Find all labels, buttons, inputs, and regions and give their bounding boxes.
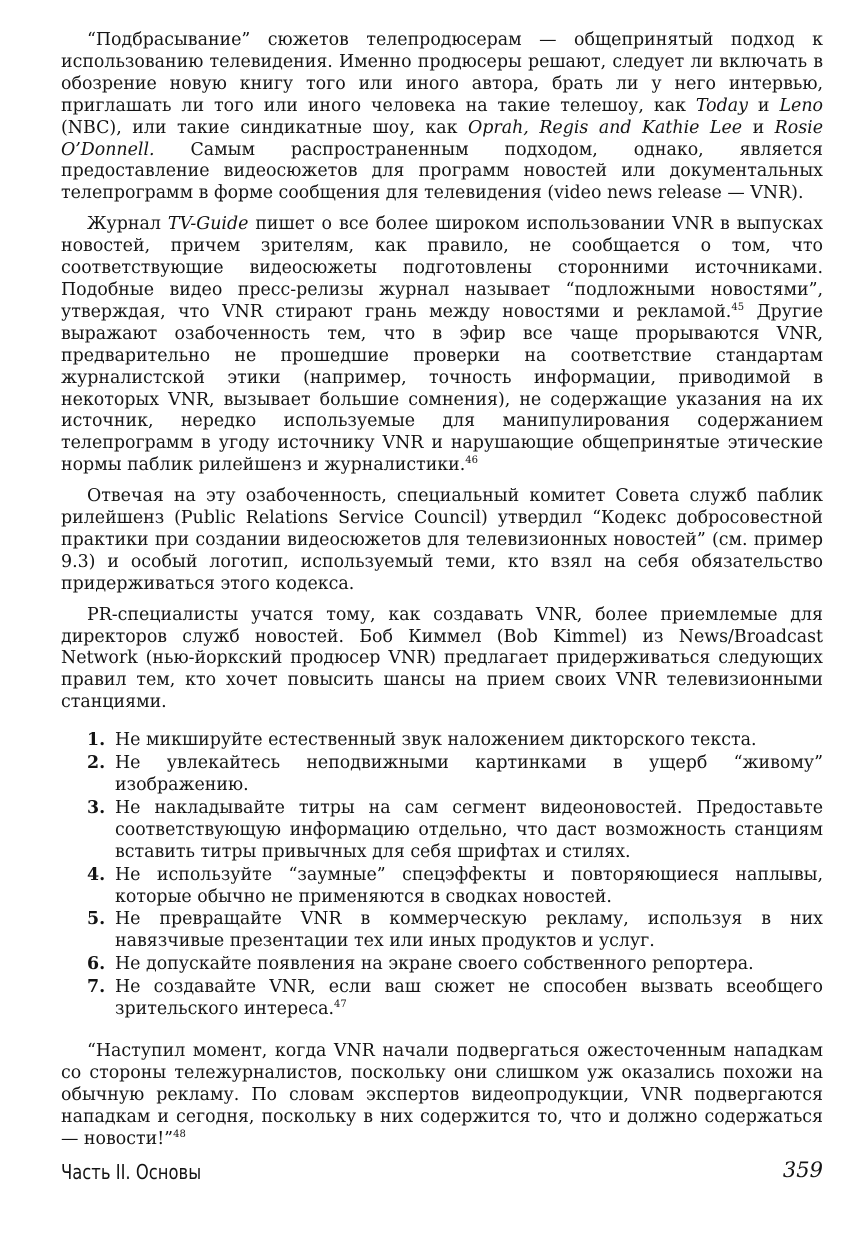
text-run: Самым распространенным подходом, однако, является предоставление видеосюжетов для программ новостей или документальных телепрограмм в форме сообщения для телевидения (video news release — VNR). xyxy=(61,139,823,204)
footnote-ref: 46 xyxy=(465,455,479,467)
list-number: 5. xyxy=(87,909,106,930)
list-text: Не микшируйте естественный звук наложением дикторского текста. xyxy=(115,730,757,751)
paragraph-2 xyxy=(61,214,823,477)
text-run: и xyxy=(742,117,775,138)
paragraph-3: Отвечая на эту озабоченность, специальный комитет Совета служб паблик рилейшенз (Public Relations Service Council) утвердил “Кодекс добросовестной практики при создании видеосюжетов для телевизионных новостей” (см. пример 9.3) и особый логотип, используемый теми, кто взял на себя обязательство придерживаться этого кодекса. xyxy=(61,486,823,594)
page-body xyxy=(61,30,823,1151)
list-number: 1. xyxy=(87,730,106,751)
list-text: Не превращайте VNR в коммерческую рекламу, используя в них навязчивые презентации тех или иных продуктов и услуг. xyxy=(115,909,823,952)
list-number: 7. xyxy=(87,977,106,998)
section-title: Часть II. Основы xyxy=(61,1160,202,1184)
italic-run: Today xyxy=(695,95,748,116)
list-item xyxy=(61,798,823,864)
text-run: (NBC), или такие синдикатные шоу, как xyxy=(61,117,469,138)
paragraph-1 xyxy=(61,30,823,205)
list-text: Не увлекайтесь неподвижными картинками в ущерб “живому” изображению. xyxy=(115,753,823,795)
list-number: 6. xyxy=(87,954,106,975)
list-number: 2. xyxy=(87,753,106,774)
list-number: 4. xyxy=(87,864,106,885)
list-text: Не создавайте VNR, если ваш сюжет не способен вызвать всеобщего зрительского интереса. xyxy=(115,977,823,1020)
rules-list xyxy=(61,730,823,1021)
text-run: пишет о все более широком использовании VNR в выпусках новостей, причем зрителям, как правило, не сообщается о том, что соответствующие видеосюжеты подготовлены сторонними источниками. Подобные видео пресс-релизы журнал называет “подложными новостями”, утверждая, что VNR стирают грань между новостями и рекламой. xyxy=(61,214,823,322)
list-item xyxy=(61,753,823,797)
list-item xyxy=(61,977,823,1021)
list-text: Не накладывайте титры на сам сегмент видеоновостей. Предоставьте соответствующую информацию отдельно, что даст возможность станциям вставить титры привычных для себя шрифтах и стилях. xyxy=(115,797,823,862)
footnote-ref: 47 xyxy=(333,999,347,1011)
text-run: “Подбрасывание” сюжетов телепродюсерам — общепринятый подход к использованию телевидения. Именно продюсеры решают, следует ли включать в обозрение новую книгу того или иного автора, брать ли у него интервью, приглашать ли того или иного человека на такие телешоу, как xyxy=(61,30,823,116)
italic-run: Leno xyxy=(779,95,823,116)
paragraph-4: PR-специалисты учатся тому, как создавать VNR, более приемлемые для директоров служб новостей. Боб Киммел (Bob Kimmel) из News/Broadcast Network (нью-йоркский продюсер VNR) предлагает придерживаться следующих правил тем, кто хочет повысить шансы на прием своих VNR телевизионными станциями. xyxy=(61,604,823,713)
list-item xyxy=(61,730,823,752)
italic-run: Rosie O’Donnell. xyxy=(61,117,823,160)
text-run: Журнал xyxy=(87,214,168,235)
list-number: 3. xyxy=(87,797,106,818)
list-item xyxy=(61,865,823,909)
quote-text: “Наступил момент, когда VNR начали подвергаться ожесточенным нападкам со стороны тележурналистов, поскольку они слишком уж оказались похожи на обычную рекламу. По словам экспертов видеопродукции, VNR подвергаются нападкам и сегодня, поскольку в них содержится то, что и должно содержаться — новости!” xyxy=(61,1040,823,1149)
list-text: Не допускайте появления на экране своего собственного репортера. xyxy=(115,954,754,975)
text-run: и xyxy=(747,95,780,116)
list-text: Не используйте “заумные” спецэффекты и повторяющиеся наплывы, которые обычно не применяются в сводках новостей. xyxy=(115,864,823,907)
italic-run: TV-Guide xyxy=(167,214,249,235)
italic-run: Oprah, Regis and Kathie Lee xyxy=(468,117,743,138)
footnote-ref: 45 xyxy=(731,301,745,313)
page-footer xyxy=(61,1160,823,1190)
text-run: Другие выражают озабоченность тем, что в эфир все чаще прорываются VNR, предварительно не прошедшие проверки на соответствие стандартам журналистской этики (например, точность информации, приводимой в некоторых VNR, вызывает большие сомнения), не содержащие указания на их источник, нередко используемые для манипулирования содержанием телепрограмм в угоду источнику VNR и нарушающие общепринятые этические нормы паблик рилейшенз и журналистики. xyxy=(61,301,824,476)
list-item xyxy=(61,909,823,953)
footnote-ref: 48 xyxy=(173,1128,186,1140)
closing-quote xyxy=(61,1041,823,1151)
page-number: 359 xyxy=(782,1158,823,1182)
list-item xyxy=(61,954,823,976)
